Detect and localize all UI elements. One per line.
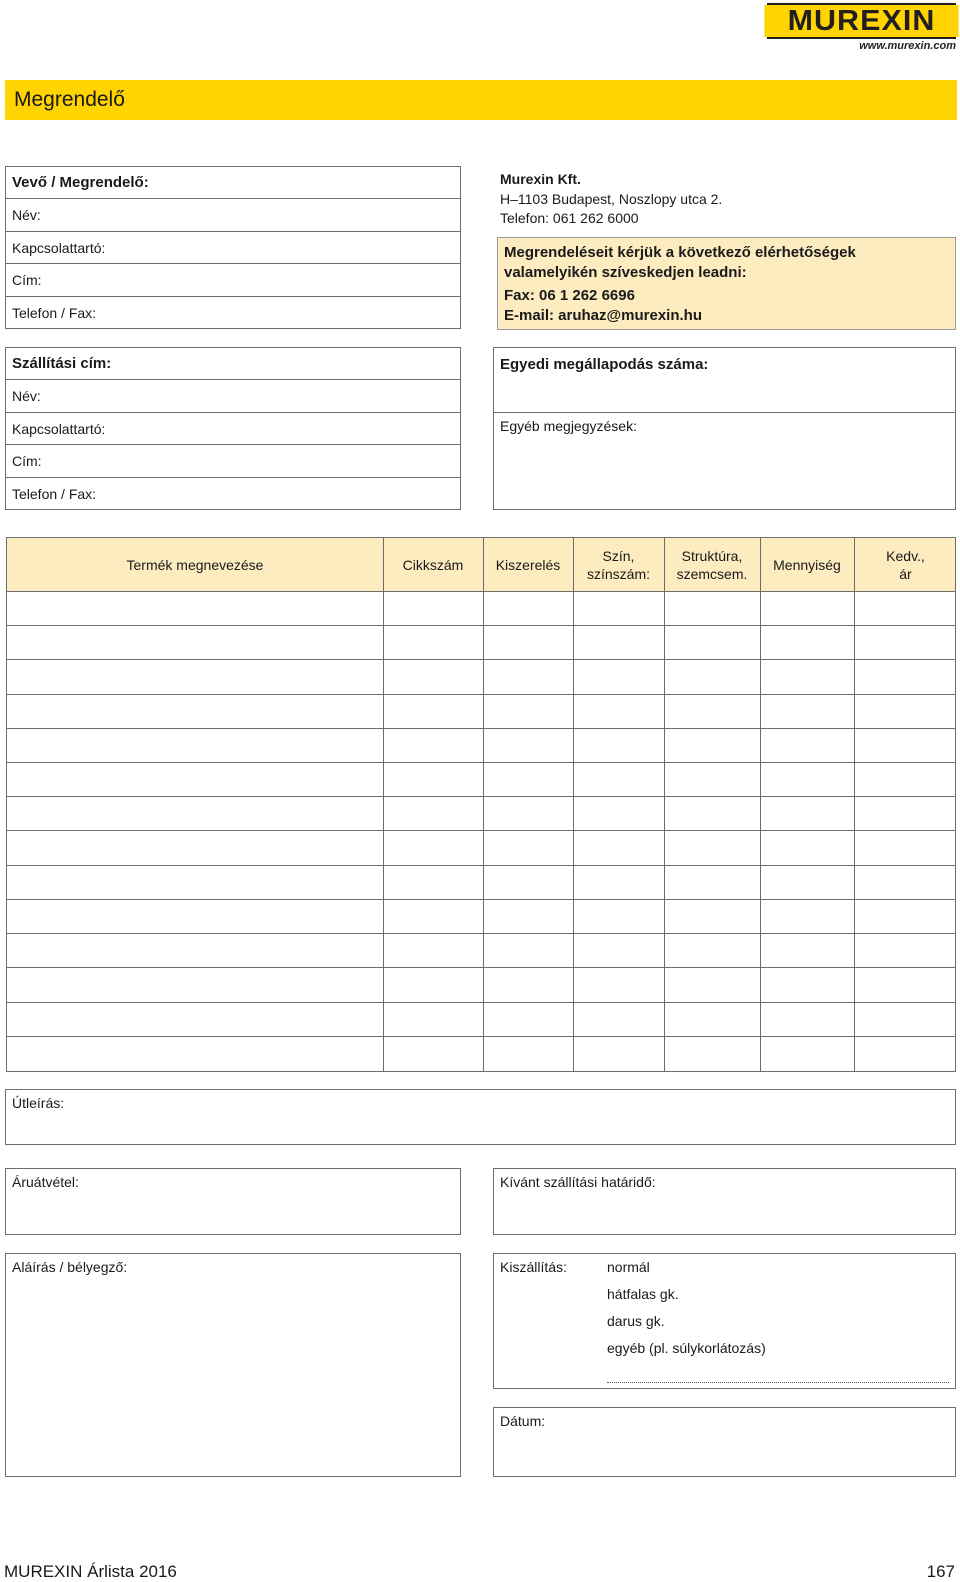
table-row[interactable]: [7, 968, 955, 1002]
shipping-heading: [6, 348, 460, 380]
deadline-label: Kívánt szállítási határidő:: [500, 1174, 656, 1190]
table-row[interactable]: [7, 1003, 955, 1037]
signature-label: Aláírás / bélyegző:: [12, 1259, 128, 1275]
date-field[interactable]: [493, 1407, 956, 1477]
order-contact-box: [497, 237, 956, 330]
directions-label: Útleírás:: [12, 1095, 65, 1111]
table-row[interactable]: [7, 900, 955, 934]
col-header-price: Kedv., ár: [886, 548, 925, 582]
page-title: Megrendelő: [14, 88, 125, 111]
table-row[interactable]: [7, 934, 955, 968]
footer-price-list: MUREXIN Árlista 2016: [4, 1562, 177, 1581]
col-header-package: Kiszerelés: [495, 557, 561, 573]
customer-box: [5, 166, 461, 329]
customer-field-address[interactable]: [6, 264, 460, 297]
table-header: [7, 538, 955, 592]
customer-field-address-label: Cím:: [12, 272, 42, 288]
table-row[interactable]: [7, 626, 955, 660]
customer-heading: [6, 167, 460, 199]
date-label: Dátum:: [500, 1413, 546, 1429]
deadline-field[interactable]: [493, 1168, 956, 1235]
customer-field-name[interactable]: [6, 199, 460, 232]
table-row[interactable]: [7, 695, 955, 729]
table-row[interactable]: [7, 763, 955, 797]
col-header-article: Cikkszám: [402, 557, 464, 573]
table-row[interactable]: [7, 729, 955, 763]
logo-text: MUREXIN: [764, 5, 958, 37]
shipping-field-name-label: Név:: [12, 388, 41, 404]
order-contact-line1: Megrendeléseit kérjük a következő elérhetőségek: [504, 244, 856, 261]
delivery-option-crane[interactable]: darus gk.: [607, 1313, 665, 1329]
shipping-field-contact-label: Kapcsolattartó:: [12, 420, 106, 437]
agreement-number-label: Egyedi megállapodás száma:: [500, 356, 709, 373]
customer-field-phone[interactable]: [6, 297, 460, 329]
shipping-field-address-label: Cím:: [12, 453, 42, 469]
col-header-structure: Struktúra, szemcsem.: [676, 548, 748, 582]
agreement-number-field[interactable]: [494, 348, 955, 413]
customer-field-phone-label: Telefon / Fax:: [12, 305, 97, 321]
other-notes-field[interactable]: [494, 413, 955, 510]
website-url: www.murexin.com: [859, 40, 956, 52]
directions-field[interactable]: [5, 1089, 956, 1145]
order-contact-fax: Fax: 06 1 262 6696: [504, 287, 635, 304]
customer-heading-label: Vevő / Megrendelő:: [12, 174, 149, 191]
product-table: [6, 537, 956, 1072]
customer-field-name-label: Név:: [12, 207, 41, 223]
page-title-bar: [5, 80, 957, 120]
shipping-field-phone-label: Telefon / Fax:: [12, 486, 97, 502]
murexin-logo: [767, 3, 956, 39]
delivery-option-other[interactable]: egyéb (pl. súlykorlátozás): [607, 1340, 766, 1356]
order-contact-email: E-mail: aruhaz@murexin.hu: [504, 307, 702, 324]
customer-field-contact-label: Kapcsolattartó:: [12, 239, 106, 256]
other-notes-label: Egyéb megjegyzések:: [500, 418, 637, 434]
shipping-field-contact[interactable]: [6, 413, 460, 445]
shipping-field-phone[interactable]: [6, 478, 460, 510]
shipping-box: [5, 347, 461, 510]
delivery-label: Kiszállítás:: [500, 1259, 567, 1275]
delivery-option-normal[interactable]: normál: [607, 1259, 650, 1275]
pickup-field[interactable]: [5, 1168, 461, 1235]
agreement-box: [493, 347, 956, 510]
company-name: Murexin Kft.: [500, 171, 581, 187]
col-header-product: Termék megnevezése: [126, 557, 264, 573]
table-row[interactable]: [7, 797, 955, 831]
order-contact-line2: valamelyikén szíveskedjen leadni:: [504, 264, 747, 281]
delivery-other-line[interactable]: [607, 1382, 949, 1383]
delivery-option-tailgate[interactable]: hátfalas gk.: [607, 1286, 679, 1302]
table-row[interactable]: [7, 866, 955, 900]
shipping-field-address[interactable]: [6, 445, 460, 478]
signature-field[interactable]: [5, 1253, 461, 1477]
shipping-heading-label: Szállítási cím:: [12, 355, 112, 372]
company-address: H–1103 Budapest, Noszlopy utca 2.: [500, 191, 723, 207]
footer-page-number: 167: [926, 1562, 955, 1581]
table-row[interactable]: [7, 660, 955, 694]
pickup-label: Áruátvétel:: [12, 1174, 79, 1190]
col-header-quantity: Mennyiség: [773, 557, 841, 573]
company-phone: Telefon: 061 262 6000: [500, 210, 639, 226]
table-row[interactable]: [7, 1037, 955, 1071]
col-header-color: Szín, színszám:: [586, 548, 650, 582]
table-row[interactable]: [7, 592, 955, 626]
customer-field-contact[interactable]: [6, 232, 460, 264]
shipping-field-name[interactable]: [6, 380, 460, 413]
table-row[interactable]: [7, 832, 955, 866]
